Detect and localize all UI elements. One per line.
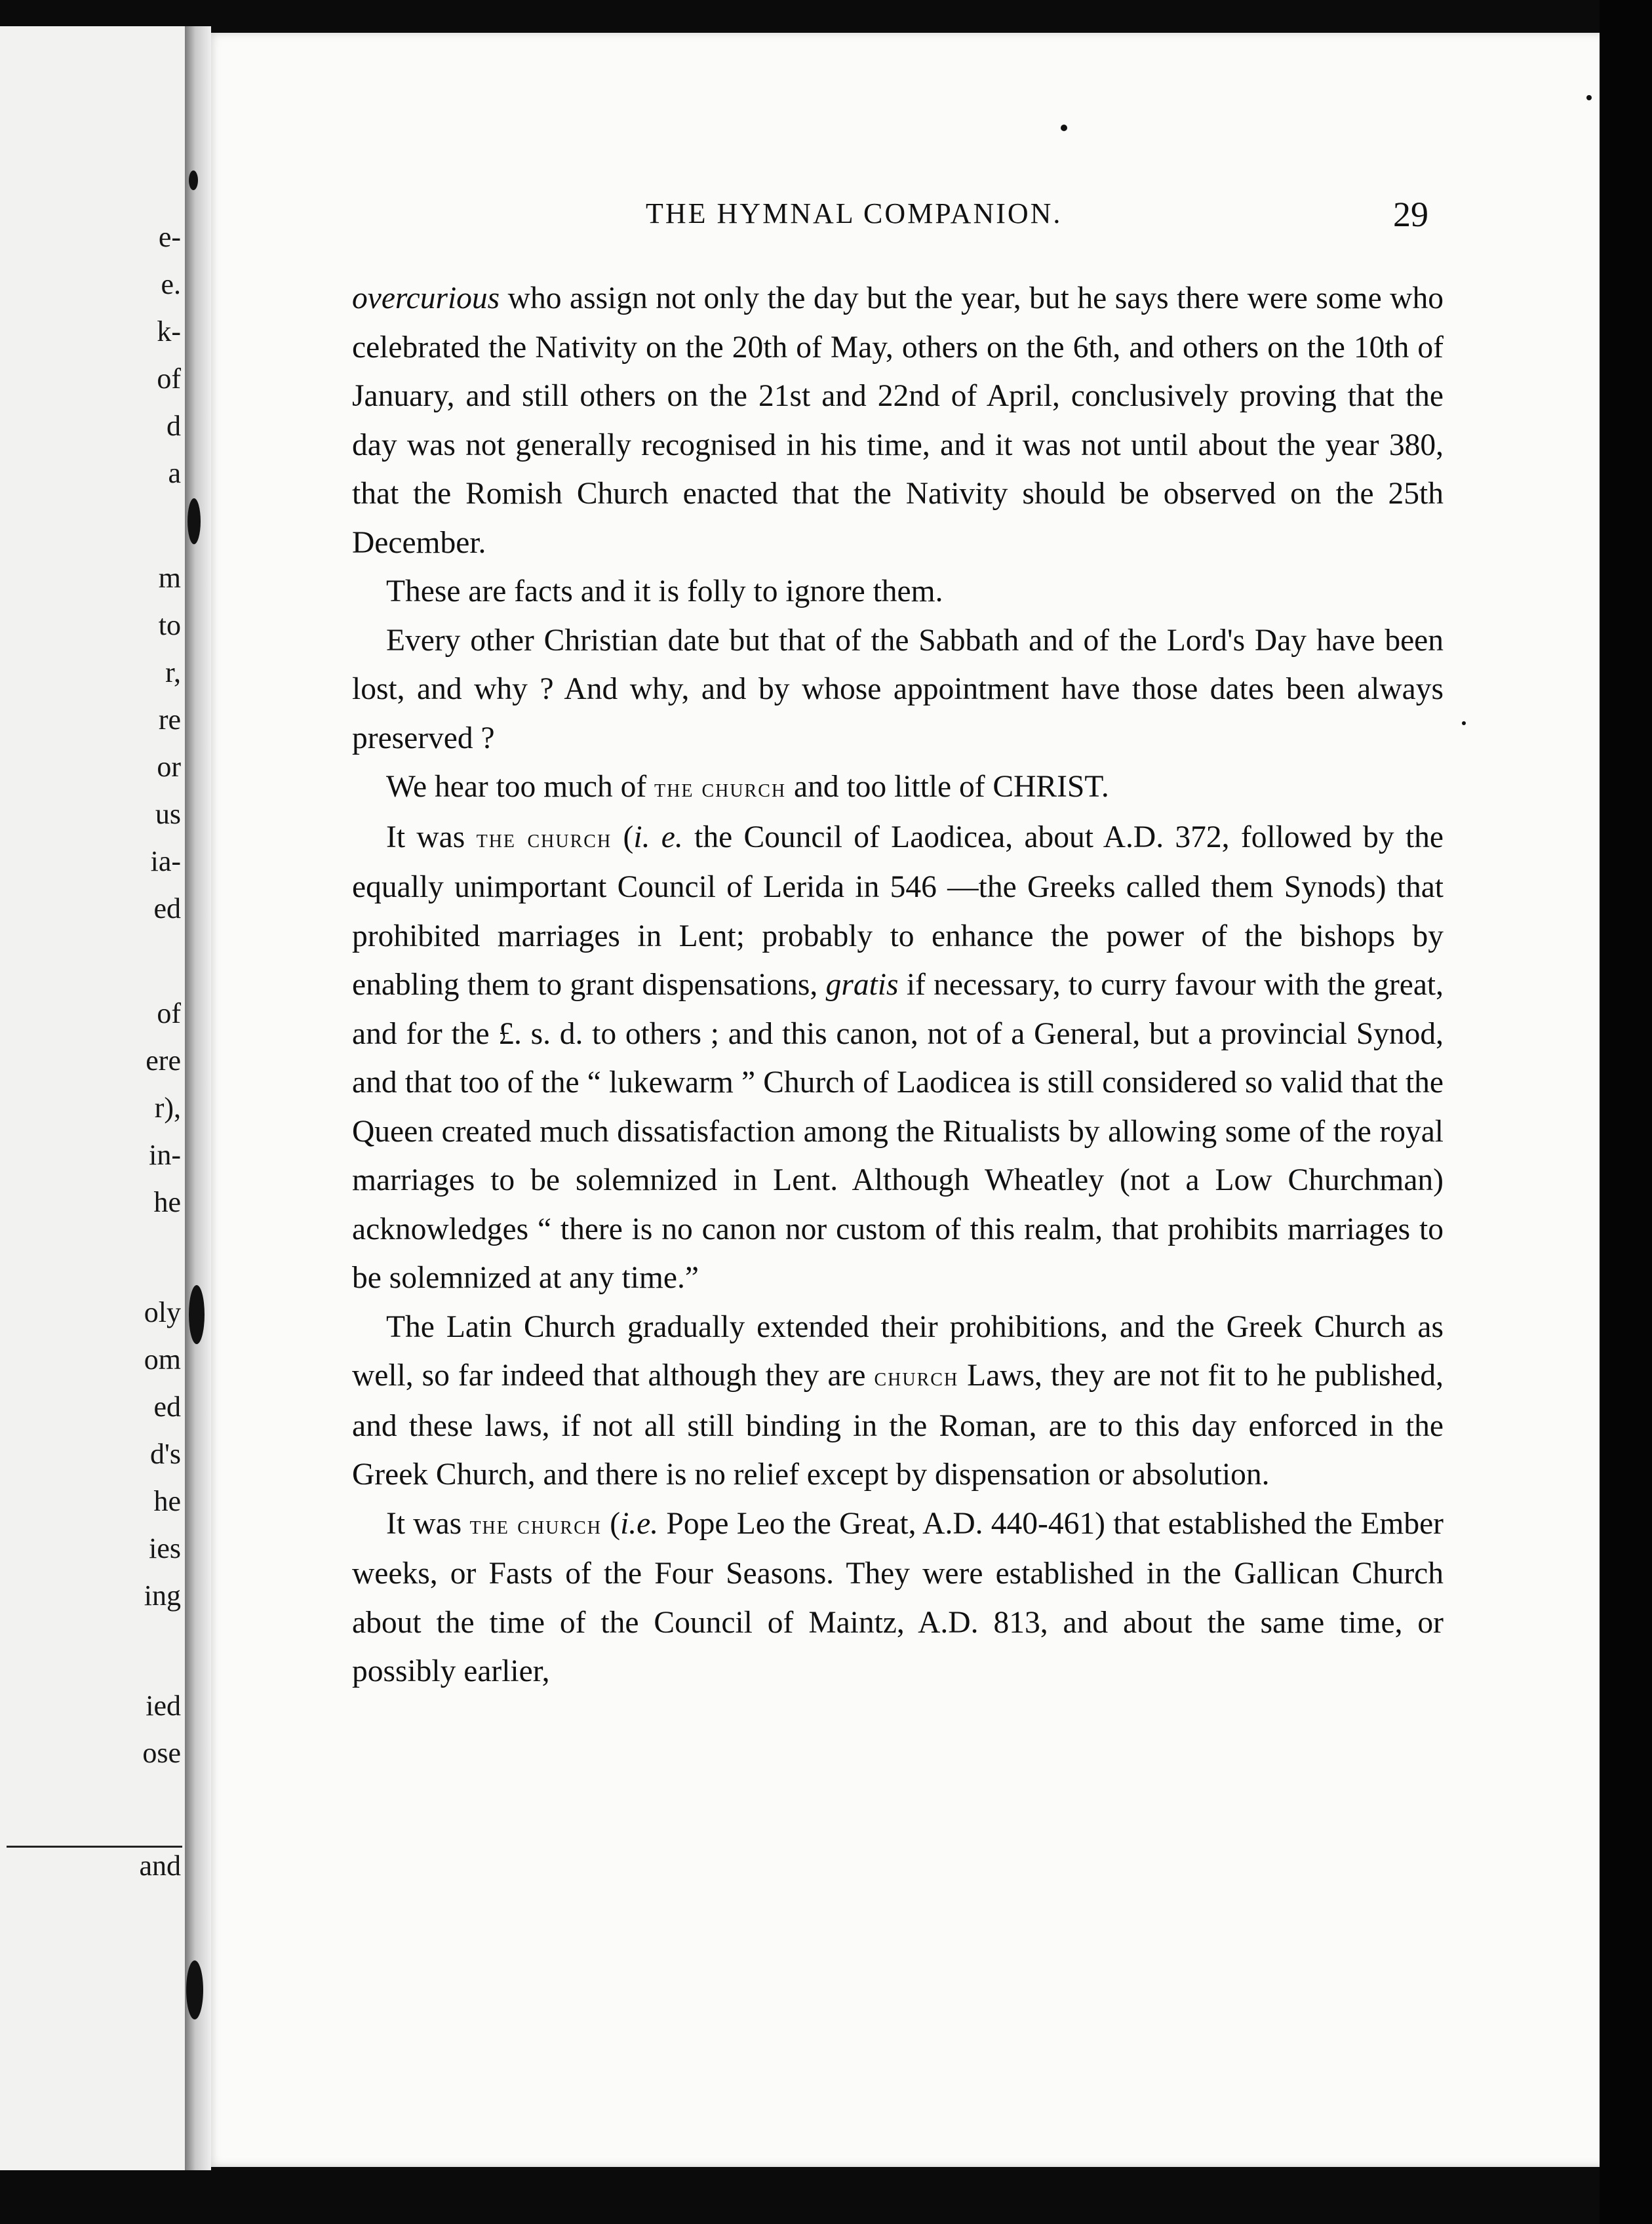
text-run: i.e. (620, 1506, 659, 1541)
previous-page-fragment: ied (146, 1690, 181, 1722)
book-page (206, 33, 1603, 2167)
previous-page-fragment: r, (165, 656, 181, 688)
previous-page-fragment: ies (149, 1532, 181, 1564)
text-run: ( (601, 1506, 621, 1541)
previous-page-fragment: he (153, 1485, 181, 1517)
previous-page-fragment: and (139, 1850, 181, 1882)
previous-page-fragment: us (155, 798, 181, 830)
previous-page-fragment: e- (158, 221, 181, 253)
text-run: who assign not only the day but the year, but he says there were some who celebrated the Nativity on the 20th of May, others on the 6th, and others on the 10th of January, and still others on the 21st and 22nd of April, conclusively proving that the day was not generally recognised in his time, and it was not until about the year 380, that the Romish Church enacted that the Nativity should be observed on the 25th December. (352, 281, 1444, 560)
text-run: gratis (825, 968, 899, 1002)
text-run: We hear too much of (386, 770, 655, 804)
previous-page-fragment: m (158, 562, 181, 594)
previous-page-fragment: to (158, 609, 181, 641)
text-run: These are facts and it is folly to ignore them. (386, 574, 943, 608)
text-run: the Council of Laodicea, about A.D. 372, followed by the equally unimportant Council of Lerida in 546 —the Greeks called them Synods) that prohibited marriages in Lent; probably to enhance the power of the bishops by enabling them to grant dispensations, (352, 820, 1444, 1002)
previous-page-fragment: e. (161, 268, 181, 300)
previous-page-fragment: r), (154, 1092, 181, 1124)
previous-page-fragment: ere (146, 1044, 181, 1077)
page-number: 29 (1393, 195, 1428, 234)
previous-page-fragment: re (158, 704, 181, 736)
previous-page-fragment: he (153, 1186, 181, 1218)
text-run: Pope Leo the Great, A.D. 440-461) that established the Ember weeks, or Fasts of the Four Seasons. They were established in the Gallican Church about the time of the Council of Maintz, A.D. 813, and about the same time, or possibly earlier, (352, 1506, 1444, 1688)
previous-page-fragment: or (157, 751, 181, 783)
running-head: THE HYMNAL COMPANION. (646, 197, 1063, 229)
text-run: The Latin Church gradually extended their prohibitions, and the Greek Church as well, so far indeed that although they are (352, 1309, 1444, 1393)
previous-page-fragment: of (157, 363, 181, 395)
text-run: overcurious (352, 281, 500, 315)
speck (1586, 95, 1592, 100)
text-run: It was (386, 1506, 470, 1541)
speck (1462, 721, 1466, 725)
scan-border (1600, 0, 1652, 2224)
text-run: the church (469, 1509, 602, 1539)
previous-page-fragment: ose (142, 1737, 181, 1769)
speck (1061, 125, 1067, 131)
text-run: if necessary, to curry favour with the great, and for the £. s. d. to others ; and this canon, not of a General, but a provincial Synod, and that too of the “ lukewarm ” Church of Laodicea is still considered so valid that the Queen created much dissatisfaction among the Ritualists by allowing some of the royal marriages to be solemnized in Lent. Although Wheatley (not a Low Churchman) acknowledges “ there is no canon nor custom of this realm, that prohibits marriages to be solemnized at any time.” (352, 968, 1444, 1295)
text-run: church (874, 1362, 959, 1391)
previous-page-fragment: d (167, 410, 181, 442)
previous-page-edge (0, 26, 190, 2170)
binding-mark (189, 170, 198, 190)
previous-page-fragment: ed (153, 892, 181, 924)
text-run: the church (654, 773, 787, 803)
page-gutter (185, 26, 211, 2170)
paragraph-p5 (352, 813, 1444, 1303)
text-run: ( (612, 820, 634, 854)
page-body (352, 274, 1444, 1696)
previous-page-fragment: of (157, 997, 181, 1029)
text-run: the church (476, 823, 612, 853)
previous-page-rule (7, 1846, 182, 1848)
binding-mark (189, 1285, 205, 1344)
paragraph-p2 (352, 567, 1444, 616)
text-run: i. e. (633, 820, 683, 854)
previous-page-fragment: ia- (150, 845, 181, 877)
paragraph-p3 (352, 616, 1444, 763)
previous-page-fragment: k- (157, 315, 181, 348)
paragraph-p1 (352, 274, 1444, 567)
paragraph-p7 (352, 1499, 1444, 1696)
previous-page-fragment: om (144, 1343, 181, 1376)
text-run: It was (386, 820, 477, 854)
binding-mark (187, 498, 201, 544)
binding-mark (186, 1960, 203, 2019)
previous-page-fragment: a (168, 457, 181, 489)
text-run: Every other Christian date but that of the Sabbath and of the Lord's Day have been lost, and why ? And why, and by whose appointment have those dates been always preserved ? (352, 623, 1444, 755)
paragraph-p4 (352, 763, 1444, 813)
previous-page-fragment: ed (153, 1391, 181, 1423)
previous-page-fragment: ing (144, 1579, 181, 1612)
previous-page-fragment: d's (149, 1438, 181, 1470)
paragraph-p6 (352, 1303, 1444, 1499)
text-run: and too little of CHRIST. (786, 770, 1109, 804)
previous-page-fragment: oly (144, 1296, 181, 1328)
previous-page-fragment: in- (149, 1139, 181, 1171)
text-run: Laws, they are not fit to he published, and these laws, if not all still binding in the Roman, are to this day enforced in the Greek Church, and there is no relief except by dispensation or absolution. (352, 1359, 1444, 1492)
